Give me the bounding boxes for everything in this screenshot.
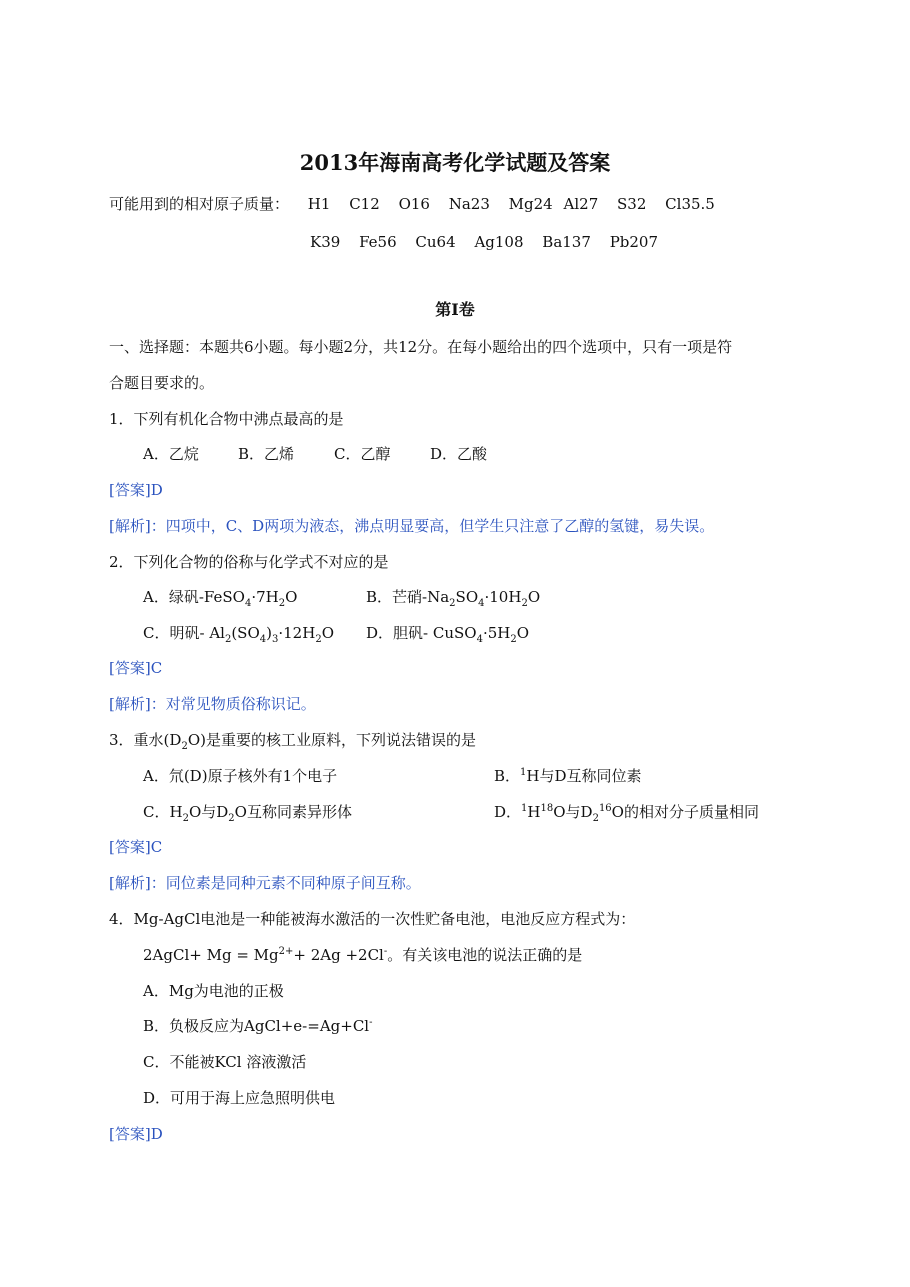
- q3-answer: [答案]C: [109, 838, 163, 856]
- q4-answer: [答案]D: [109, 1125, 163, 1143]
- q4-stem: 4．Mg-AgCl电池是一种能被海水激活的一次性贮备电池，电池反应方程式为：: [109, 910, 636, 928]
- mass-item: O16: [398, 195, 430, 213]
- q1-option-b: B．乙烯: [238, 445, 295, 463]
- mass-item: Fe56: [359, 233, 397, 251]
- q4-option-c: C．不能被KCl 溶液激活: [143, 1053, 307, 1071]
- mass-item: S32: [617, 195, 647, 213]
- q1-answer: [答案]D: [109, 481, 163, 499]
- section-instructions-line-2: 合题目要求的。: [109, 374, 215, 392]
- q1-stem: 1．下列有机化合物中沸点最高的是: [109, 410, 344, 428]
- q2-analysis: [解析]：对常见物质俗称识记。: [109, 695, 316, 713]
- mass-item: Ag108: [474, 233, 524, 251]
- section-instructions-line-1: 一、选择题：本题共6小题。每小题2分，共12分。在每小题给出的四个选项中，只有一项是符: [109, 338, 733, 356]
- mass-item: Na23: [448, 195, 490, 213]
- q1-option-d: D．乙酸: [430, 445, 488, 463]
- page-title: 2013年海南高考化学试题及答案: [299, 150, 611, 175]
- q1-option-a: A．乙烷: [143, 445, 199, 463]
- q4-option-a: A．Mg为电池的正极: [143, 982, 284, 1000]
- q3-option-b: B．$^1$H与D互称同位素: [494, 767, 642, 785]
- q2-stem: 2．下列化合物的俗称与化学式不对应的是: [109, 553, 389, 571]
- q2-option-c: C．明矾- $Al_2(SO_4)_3\cdot 12H_2O$: [143, 624, 334, 645]
- q3-stem: 3．重水$(D_2O)$是重要的核工业原料，下列说法错误的是: [109, 731, 476, 752]
- mass-item: Cl35.5: [665, 195, 715, 213]
- mass-item: C12: [349, 195, 380, 213]
- mass-item: Al27: [563, 195, 599, 213]
- mass-item: Cu64: [415, 233, 456, 251]
- q3-option-d: D．$^1H^{18}O$与$D_2^{16}O$的相对分子质量相同: [494, 803, 759, 824]
- q2-option-d: D．胆矾- $CuSO_4\cdot 5H_2O$: [366, 624, 530, 645]
- atomic-mass-row-1: [109, 194, 729, 214]
- mass-item: Pb207: [609, 233, 659, 251]
- q4-equation: 2AgCl+ $Mg = Mg^{2+}+ 2Ag +2Cl^-$。有关该电池的说法正确的是: [143, 946, 583, 964]
- q2-answer: [答案]C: [109, 659, 163, 677]
- q4-option-d: D．可用于海上应急照明供电: [143, 1089, 336, 1107]
- q2-option-b: B．芒硝$-Na_2SO_4\cdot 10H_2O$: [366, 588, 541, 609]
- q3-option-c: C．$H_2O$与$D_2O$互称同素异形体: [143, 803, 352, 824]
- q1-analysis: [解析]：四项中，C、D两项为液态，沸点明显要高，但学生只注意了乙醇的氢键，易失误。: [109, 517, 715, 535]
- q3-option-a: A．氘(D)原子核外有1个电子: [143, 767, 338, 785]
- mass-item: Mg24: [508, 195, 553, 213]
- atomic-mass-row-2: [310, 232, 672, 252]
- q4-option-b: B．负极反应为AgCl+e-=Ag+Cl-: [143, 1017, 373, 1035]
- mass-item: H1: [307, 195, 331, 213]
- atomic-mass-label: 可能用到的相对原子质量：: [109, 195, 290, 213]
- mass-item: K39: [310, 233, 341, 251]
- q2-option-a: A．绿矾$-FeSO_4\cdot 7H_2O$: [143, 588, 298, 609]
- mass-item: Ba137: [542, 233, 591, 251]
- q3-analysis: [解析]：同位素是同种元素不同种原子间互称。: [109, 874, 421, 892]
- volume-heading: 第Ⅰ卷: [435, 300, 475, 319]
- q1-option-c: C．乙醇: [334, 445, 391, 463]
